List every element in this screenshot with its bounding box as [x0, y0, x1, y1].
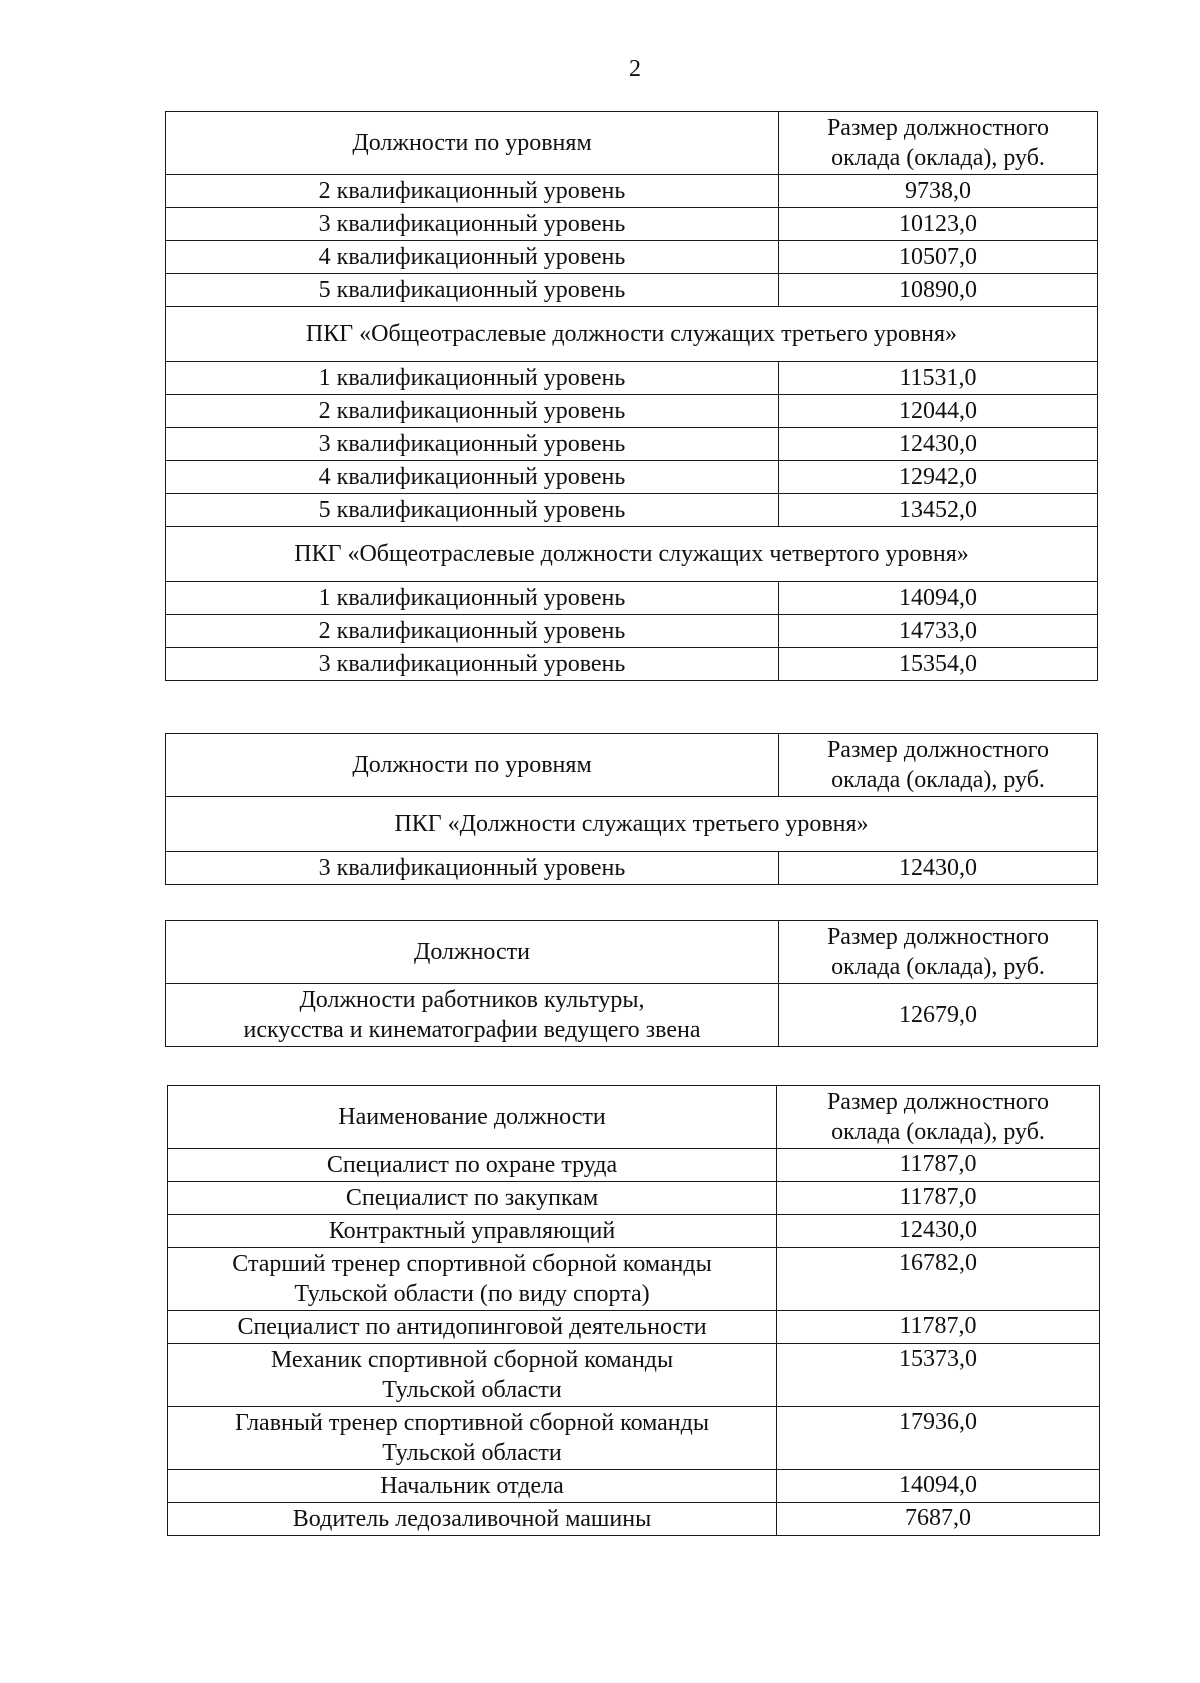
salary-value: 10890,0: [779, 274, 1098, 307]
header-salary-line1: Размер должностного: [826, 1089, 1050, 1115]
table-row: [166, 274, 1098, 307]
salary-value: 11787,0: [777, 1182, 1100, 1215]
table-row: [166, 428, 1098, 461]
table-header: [166, 921, 1098, 984]
salary-value: 7687,0: [777, 1503, 1100, 1536]
table-row: [166, 852, 1098, 885]
table-row: [166, 362, 1098, 395]
table-row: [166, 615, 1098, 648]
position-name-line1: Начальник отдела: [380, 1473, 564, 1499]
table-row: [166, 208, 1098, 241]
header-position-name: Наименование должности: [168, 1086, 777, 1149]
position-level: 5 квалификационный уровень: [166, 494, 779, 527]
salary-value: 17936,0: [777, 1407, 1100, 1470]
salary-value: 10507,0: [779, 241, 1098, 274]
salary-table-third-level: [165, 733, 1098, 885]
salary-value: 12044,0: [779, 395, 1098, 428]
position-name: [168, 1149, 777, 1182]
salary-value: 12430,0: [779, 428, 1098, 461]
table-header: [168, 1086, 1100, 1149]
table-row: [168, 1248, 1100, 1311]
salary-value: 15373,0: [777, 1344, 1100, 1407]
table-row: [168, 1470, 1100, 1503]
table-row: [166, 648, 1098, 681]
group-title: ПКГ «Общеотраслевые должности служащих четвертого уровня»: [166, 527, 1098, 582]
position-name-line2: Тульской области (по виду спорта): [294, 1281, 650, 1307]
table-row: [168, 1311, 1100, 1344]
group-title: ПКГ «Должности служащих третьего уровня»: [166, 797, 1098, 852]
group-row: [166, 797, 1098, 852]
position-name: [168, 1470, 777, 1503]
salary-table-culture: [165, 920, 1098, 1047]
salary-value: 16782,0: [777, 1248, 1100, 1311]
salary-value: 11531,0: [779, 362, 1098, 395]
position-name-line1: Должности работников культуры,: [299, 987, 645, 1013]
header-salary: [777, 1086, 1100, 1149]
position-name-line1: Специалист по антидопинговой деятельности: [237, 1314, 707, 1340]
table-row: [168, 1503, 1100, 1536]
position-level: 1 квалификационный уровень: [166, 362, 779, 395]
header-salary-line2: оклада (оклада), руб.: [831, 1119, 1045, 1145]
salary-value: 10123,0: [779, 208, 1098, 241]
position-name: [168, 1182, 777, 1215]
table-header: [166, 734, 1098, 797]
position-level: 3 квалификационный уровень: [166, 428, 779, 461]
table-row: [166, 984, 1098, 1047]
position-level: 2 квалификационный уровень: [166, 615, 779, 648]
position-level: 1 квалификационный уровень: [166, 582, 779, 615]
position-level: 5 квалификационный уровень: [166, 274, 779, 307]
header-salary-line2: оклада (оклада), руб.: [831, 954, 1045, 980]
header-salary-line1: Размер должностного: [826, 924, 1050, 950]
position-name: [168, 1407, 777, 1470]
position-name: [168, 1248, 777, 1311]
table-row: [168, 1407, 1100, 1470]
position-name-line1: Контрактный управляющий: [328, 1218, 616, 1244]
position-name-line2: искусства и кинематографии ведущего звена: [243, 1017, 701, 1043]
position-level: 2 квалификационный уровень: [166, 175, 779, 208]
group-title: ПКГ «Общеотраслевые должности служащих третьего уровня»: [166, 307, 1098, 362]
position-level: 3 квалификационный уровень: [166, 208, 779, 241]
header-positions: Должности: [166, 921, 779, 984]
position-name-line2: Тульской области: [382, 1377, 562, 1403]
table-header: [166, 112, 1098, 175]
salary-value: 11787,0: [777, 1149, 1100, 1182]
header-salary-line1: Размер должностного: [826, 737, 1050, 763]
position-name: [166, 984, 779, 1047]
table-row: [166, 494, 1098, 527]
salary-value: 15354,0: [779, 648, 1098, 681]
position-name-line1: Специалист по закупкам: [345, 1185, 599, 1211]
header-salary: [779, 112, 1098, 175]
table-row: [166, 582, 1098, 615]
salary-value: 12942,0: [779, 461, 1098, 494]
table-row: [166, 241, 1098, 274]
position-name: [168, 1344, 777, 1407]
position-name-line2: Тульской области: [382, 1440, 562, 1466]
position-name: [168, 1503, 777, 1536]
position-name: [168, 1311, 777, 1344]
header-salary-line2: оклада (оклада), руб.: [831, 145, 1045, 171]
page-number: 2: [629, 56, 641, 82]
position-level: 4 квалификационный уровень: [166, 461, 779, 494]
header-positions-by-level: Должности по уровням: [166, 734, 779, 797]
salary-value: 14733,0: [779, 615, 1098, 648]
group-row: [166, 527, 1098, 582]
position-level: 2 квалификационный уровень: [166, 395, 779, 428]
position-name: [168, 1215, 777, 1248]
table-row: [168, 1344, 1100, 1407]
header-salary: [779, 921, 1098, 984]
table-row: [166, 461, 1098, 494]
position-name-line1: Водитель ледозаливочной машины: [292, 1506, 652, 1532]
position-name-line1: Главный тренер спортивной сборной команды: [235, 1410, 709, 1436]
position-level: 3 квалификационный уровень: [166, 852, 779, 885]
table-row: [168, 1149, 1100, 1182]
position-name-line1: Механик спортивной сборной команды: [270, 1347, 674, 1373]
salary-value: 9738,0: [779, 175, 1098, 208]
salary-value: 11787,0: [777, 1311, 1100, 1344]
position-level: 3 квалификационный уровень: [166, 648, 779, 681]
position-name-line1: Специалист по охране труда: [326, 1152, 618, 1178]
position-name-line1: Старший тренер спортивной сборной команды: [232, 1251, 712, 1277]
header-salary: [779, 734, 1098, 797]
salary-value: 12430,0: [779, 852, 1098, 885]
header-salary-line1: Размер должностного: [826, 115, 1050, 141]
position-level: 4 квалификационный уровень: [166, 241, 779, 274]
salary-value: 13452,0: [779, 494, 1098, 527]
group-row: [166, 307, 1098, 362]
salary-table-levels: [165, 111, 1098, 681]
table-row: [166, 175, 1098, 208]
header-salary-line2: оклада (оклада), руб.: [831, 767, 1045, 793]
salary-value: 12430,0: [777, 1215, 1100, 1248]
salary-table-positions: [167, 1085, 1100, 1536]
table-row: [168, 1215, 1100, 1248]
salary-value: 12679,0: [779, 984, 1098, 1047]
table-row: [166, 395, 1098, 428]
salary-value: 14094,0: [777, 1470, 1100, 1503]
table-row: [168, 1182, 1100, 1215]
header-positions-by-level: Должности по уровням: [166, 112, 779, 175]
salary-value: 14094,0: [779, 582, 1098, 615]
